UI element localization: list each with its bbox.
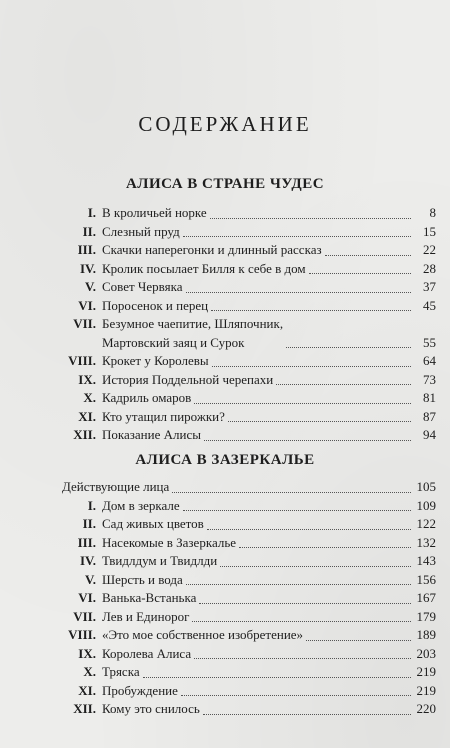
dot-leader (172, 492, 411, 493)
chapter-number: I. (87, 205, 96, 220)
toc-entry (62, 534, 436, 553)
chapter-number: VI. (78, 297, 96, 313)
page-number: 109 (416, 497, 436, 513)
chapter-title: Твидлдум и Твидлди (102, 553, 218, 568)
chapter-title: Ванька-Встанька (102, 590, 197, 605)
chapter-number: I. (87, 497, 96, 513)
part1-contents-list (62, 204, 436, 445)
page-number: 28 (423, 260, 436, 276)
page-number: 167 (416, 590, 436, 605)
dot-leader (212, 366, 411, 367)
chapter-title: Пробуждение (102, 682, 178, 698)
page-number: 87 (423, 408, 436, 424)
dot-leader (325, 255, 411, 256)
page-number: 132 (416, 534, 436, 550)
page-number: 64 (423, 353, 436, 368)
chapter-title: История Поддельной черепахи (102, 371, 274, 387)
page-number: 37 (423, 279, 436, 294)
chapter-title: Действующие лица (62, 479, 170, 494)
toc-entry (62, 315, 436, 352)
page-number: 8 (429, 205, 436, 220)
page-number: 219 (416, 664, 436, 679)
chapter-title: Кролик посылает Билля к себе в дом (102, 260, 306, 276)
page-number: 122 (416, 516, 436, 531)
chapter-title: Кому это снилось (102, 701, 200, 716)
chapter-number: X. (83, 664, 96, 679)
page-number: 220 (416, 701, 436, 716)
toc-entry (62, 478, 436, 497)
toc-entry (62, 260, 436, 279)
chapter-title: Совет Червяка (102, 279, 183, 294)
part2-title: АЛИСА В ЗАЗЕРКАЛЬЕ (135, 452, 315, 468)
page-number: 81 (423, 390, 436, 405)
toc-entry (62, 297, 436, 316)
page-number: 203 (416, 645, 436, 661)
toc-entry (62, 645, 436, 664)
dot-leader (192, 621, 411, 622)
chapter-title: Насекомые в Зазеркалье (102, 534, 237, 550)
dot-leader (220, 566, 411, 567)
dot-leader (194, 658, 411, 659)
chapter-number: X. (83, 390, 96, 405)
chapter-number: IV. (79, 260, 96, 276)
toc-entry (62, 497, 436, 516)
chapter-number: IX. (78, 371, 96, 387)
chapter-number: II. (82, 223, 96, 239)
page-number: 15 (423, 223, 436, 239)
dot-leader (211, 310, 411, 311)
chapter-number: IV. (79, 553, 96, 568)
chapter-number: IX. (78, 645, 96, 661)
toc-entry (62, 371, 436, 390)
chapter-title: «Это мое собственное изобретение» (102, 627, 304, 642)
chapter-title: Тряска (102, 664, 140, 679)
toc-entry (62, 626, 436, 645)
toc-entry (62, 663, 436, 682)
page-number: 55 (423, 334, 436, 350)
toc-entry (62, 389, 436, 408)
dot-leader (181, 695, 411, 696)
chapter-number: XII. (73, 427, 96, 442)
chapter-title: Поросенок и перец (102, 297, 209, 313)
chapter-title: В кроличьей норке (102, 205, 207, 220)
dot-leader (203, 714, 411, 715)
dot-leader (204, 440, 411, 441)
chapter-number: VII. (73, 608, 96, 624)
chapter-number: XI. (78, 408, 96, 424)
chapter-number: V. (85, 279, 96, 294)
page-number: 143 (416, 553, 436, 568)
chapter-title: Показание Алисы (102, 427, 201, 442)
dot-leader (210, 218, 411, 219)
dot-leader (186, 292, 412, 293)
dot-leader (239, 547, 411, 548)
part1-title: АЛИСА В СТРАНЕ ЧУДЕС (125, 176, 325, 192)
part2-contents-list (62, 478, 436, 719)
page-number: 179 (416, 608, 436, 624)
chapter-title: Дом в зеркале (102, 497, 180, 513)
toc-entry (62, 571, 436, 590)
page-number: 219 (416, 682, 436, 698)
chapter-number: III. (77, 242, 96, 257)
page-number: 94 (423, 427, 436, 442)
page-number: 22 (423, 242, 436, 257)
chapter-number: VI. (78, 590, 96, 605)
page-title: СОДЕРЖАНИЕ (138, 112, 312, 136)
chapter-title: Королева Алиса (102, 645, 192, 661)
toc-entry (62, 223, 436, 242)
toc-entry (62, 682, 436, 701)
chapter-title: Шерсть и вода (102, 571, 183, 587)
dot-leader (199, 603, 411, 604)
chapter-number: II. (82, 516, 96, 531)
dot-leader (228, 421, 411, 422)
page-number: 73 (423, 371, 436, 387)
dot-leader (207, 529, 411, 530)
chapter-number: XI. (78, 682, 96, 698)
toc-entry (62, 352, 436, 371)
chapter-title: Кто утащил пирожки? (102, 408, 225, 424)
toc-entry (62, 515, 436, 534)
dot-leader (286, 347, 411, 348)
page-number: 156 (416, 571, 436, 587)
chapter-number: VIII. (68, 353, 96, 368)
dot-leader (309, 273, 411, 274)
chapter-title: Крокет у Королевы (102, 353, 209, 368)
dot-leader (276, 384, 411, 385)
chapter-title: Сад живых цветов (102, 516, 204, 531)
chapter-title: Кадриль омаров (102, 390, 192, 405)
chapter-title: Слезный пруд (102, 223, 180, 239)
toc-entry (62, 204, 436, 223)
chapter-number: III. (77, 534, 96, 550)
page-number: 105 (416, 479, 436, 494)
chapter-title: Лев и Единорог (102, 608, 190, 624)
chapter-title: Мартовский заяц и Сурок (102, 334, 245, 350)
dot-leader (186, 584, 411, 585)
page-number: 45 (423, 297, 436, 313)
dot-leader (306, 640, 411, 641)
toc-entry (62, 241, 436, 260)
chapter-number: XII. (73, 701, 96, 716)
chapter-number: VII. (73, 316, 96, 331)
dot-leader (183, 510, 411, 511)
toc-entry (62, 278, 436, 297)
chapter-number: V. (85, 571, 96, 587)
chapter-title: Скачки наперегонки и длинный рассказ (102, 242, 322, 257)
toc-entry (62, 408, 436, 427)
chapter-title: Безумное чаепитие, Шляпочник, (102, 316, 284, 331)
toc-entry (62, 700, 436, 719)
toc-entry (62, 552, 436, 571)
chapter-number: VIII. (68, 627, 96, 642)
dot-leader (143, 677, 411, 678)
toc-entry (62, 608, 436, 627)
page-number: 189 (416, 627, 436, 642)
dot-leader (183, 236, 411, 237)
dot-leader (194, 403, 411, 404)
toc-entry (62, 426, 436, 445)
toc-entry (62, 589, 436, 608)
